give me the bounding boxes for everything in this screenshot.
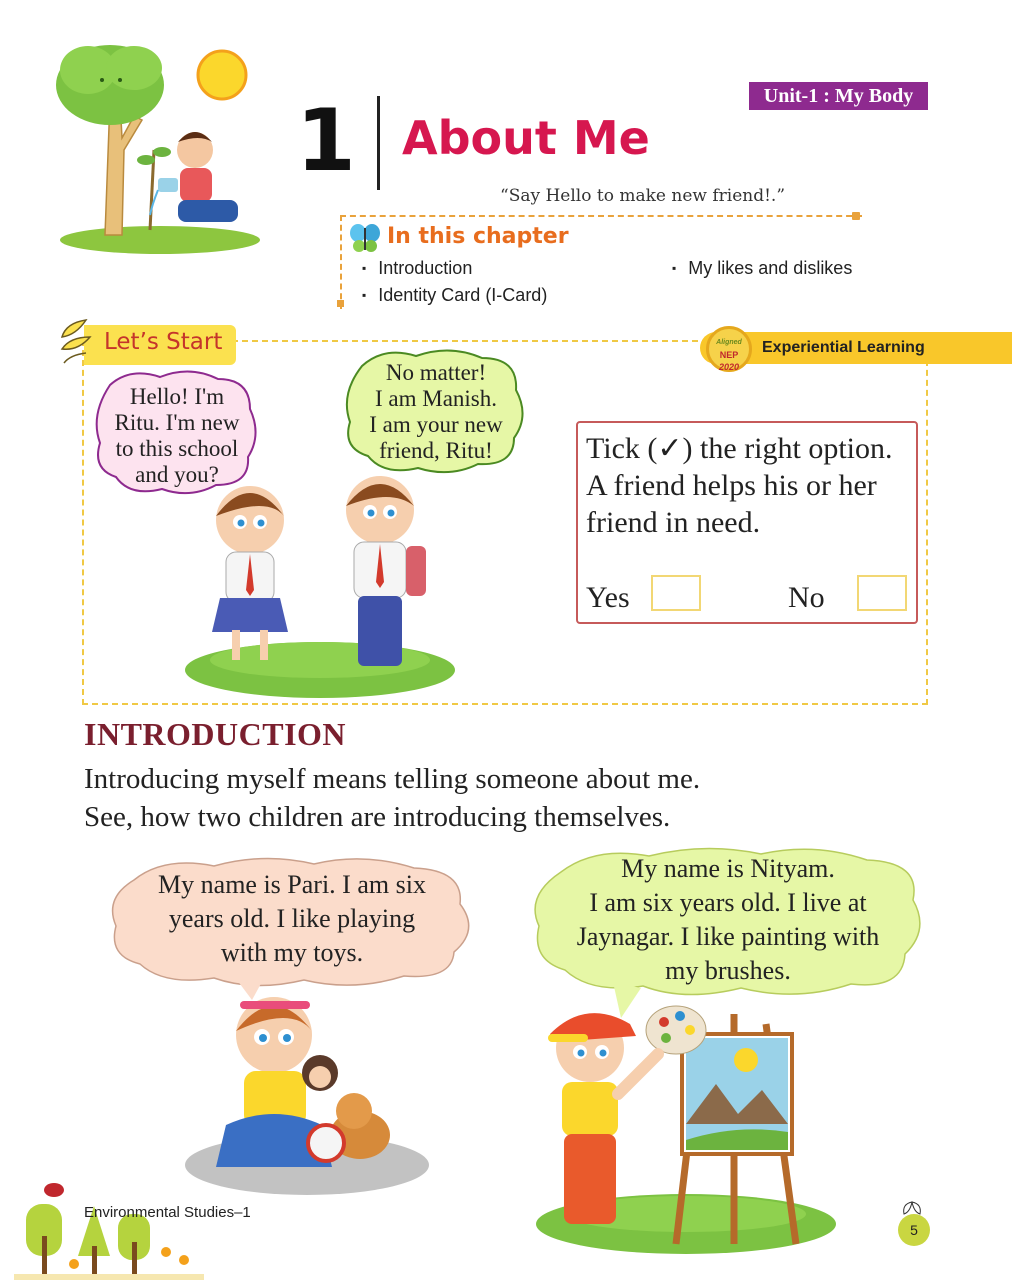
chapter-item: ▪ Identity Card (I-Card) xyxy=(362,285,547,306)
ritu-and-manish-illustration xyxy=(180,470,470,700)
nep-badge-bottom: 2020 xyxy=(718,362,740,372)
question-line: A friend helps his or her xyxy=(586,469,877,502)
chapter-item: ▪ Introduction xyxy=(362,258,472,279)
ritu-line: to this school xyxy=(115,436,239,461)
chapter-quote: “Say Hello to make new friend!.” xyxy=(500,186,786,206)
manish-line: friend, Ritu! xyxy=(379,438,493,463)
nep-2020-badge xyxy=(706,326,752,372)
manish-speech-text xyxy=(348,360,524,464)
chapter-title: About Me xyxy=(402,111,650,165)
chapter-box-corner xyxy=(852,212,860,220)
introduction-heading: INTRODUCTION xyxy=(84,716,347,752)
question-line: Tick (✓) the right option. xyxy=(586,432,893,465)
nityam-line: my brushes. xyxy=(665,956,791,985)
experiential-learning-label: Experiential Learning xyxy=(762,339,925,356)
option-no-label: No xyxy=(788,581,825,614)
ritu-line: Hello! I'm xyxy=(129,384,225,409)
pari-line: years old. I like playing xyxy=(168,904,416,933)
pari-with-toys-illustration xyxy=(182,985,432,1200)
yes-checkbox[interactable] xyxy=(651,575,701,611)
pari-speech-text xyxy=(116,868,468,970)
nep-badge-top: Aligned xyxy=(716,339,742,346)
introduction-line: See, how two children are introducing themselves. xyxy=(84,801,671,833)
nityam-painting-illustration xyxy=(526,994,846,1256)
question-line: friend in need. xyxy=(586,506,761,539)
title-divider xyxy=(377,96,380,190)
unit-badge: Unit-1 : My Body xyxy=(749,82,928,110)
in-this-chapter-heading: In this chapter xyxy=(387,224,569,249)
tick-question-text xyxy=(586,430,912,541)
nityam-line: I am six years old. I live at xyxy=(589,888,867,917)
chapter-box-corner xyxy=(337,300,344,307)
page-number: 5 xyxy=(898,1214,930,1246)
boy-watering-plant-illustration xyxy=(50,30,280,255)
lets-start-label: Let’s Start xyxy=(104,329,223,355)
ritu-line: and you? xyxy=(135,462,219,487)
manish-line: I am your new xyxy=(369,412,503,437)
leaf-icon xyxy=(56,315,96,365)
butterfly-icon xyxy=(348,222,382,254)
footer-subject: Environmental Studies–1 xyxy=(84,1204,251,1221)
chapter-item: ▪ My likes and dislikes xyxy=(672,258,852,279)
nityam-line: My name is Nityam. xyxy=(621,854,835,883)
nep-badge-mid: NEP xyxy=(719,350,739,360)
option-yes-label: Yes xyxy=(586,581,630,614)
nityam-speech-text xyxy=(540,852,916,988)
chapter-number: 1 xyxy=(296,91,356,191)
pari-line: with my toys. xyxy=(220,938,364,967)
footer-trees-decoration xyxy=(14,1176,204,1280)
nityam-line: Jaynagar. I like painting with xyxy=(576,922,880,951)
pari-line: My name is Pari. I am six xyxy=(158,870,426,899)
ritu-line: Ritu. I'm new xyxy=(114,410,240,435)
introduction-text xyxy=(84,760,700,836)
no-checkbox[interactable] xyxy=(857,575,907,611)
manish-line: No matter! xyxy=(385,360,487,385)
introduction-line: Introducing myself means telling someone about me. xyxy=(84,763,701,795)
manish-line: I am Manish. xyxy=(374,386,497,411)
